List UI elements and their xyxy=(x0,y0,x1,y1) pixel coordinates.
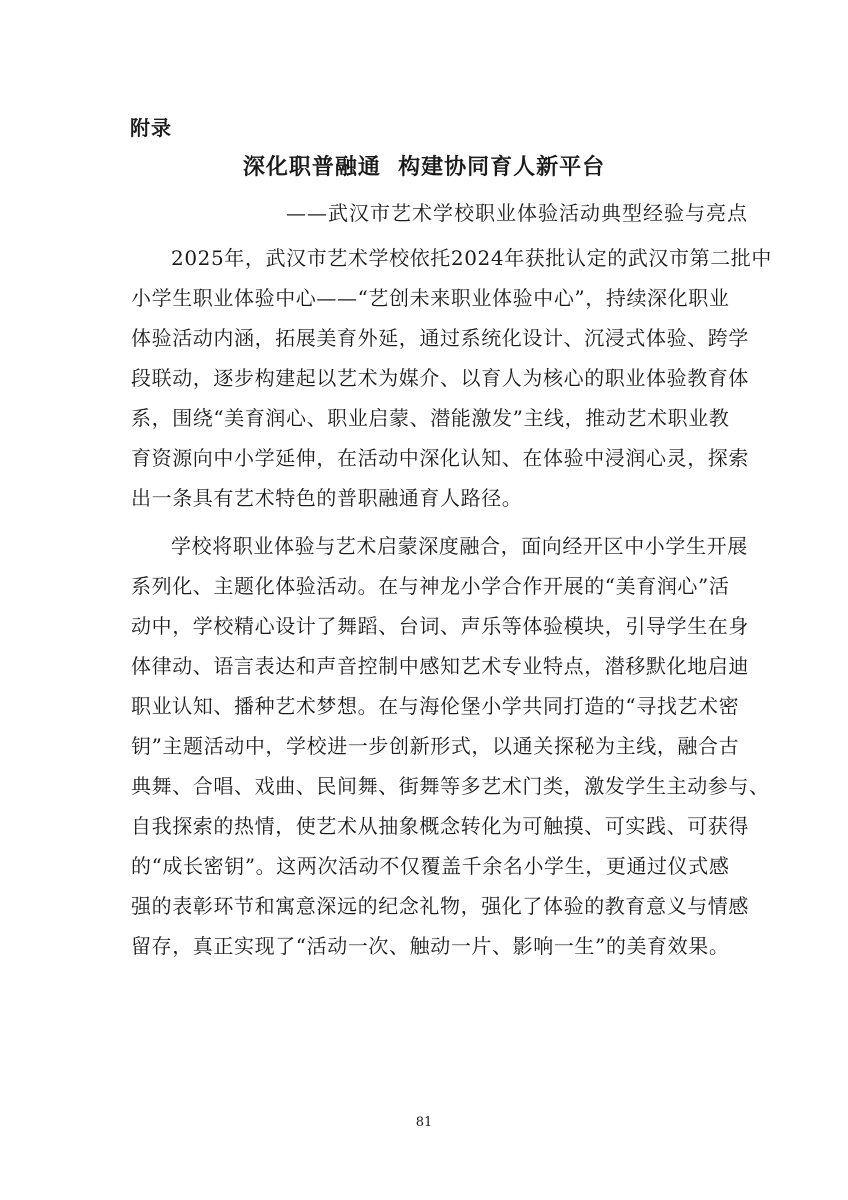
text-line: 学校将职业体验与艺术启蒙深度融合，面向经开区中小学生开展 xyxy=(171,534,748,558)
text-line: 2025年，武汉市艺术学校依托2024年获批认定的武汉市第二批中 xyxy=(171,246,772,270)
document-subtitle: ——武汉市艺术学校职业体验活动典型经验与亮点 xyxy=(286,201,748,225)
text-line: 育资源向中小学延伸，在活动中深化认知、在体验中浸润心灵，探索 xyxy=(131,446,749,470)
text-line: 职业认知、播种艺术梦想。在与海伦堡小学共同打造的“寻找艺术密 xyxy=(131,694,740,718)
text-line: 段联动，逐步构建起以艺术为媒介、以育人为核心的职业体验教育体 xyxy=(131,366,749,390)
text-line: 留存，真正实现了“活动一次、触动一片、影响一生”的美育效果。 xyxy=(131,934,730,958)
paragraph-spacer xyxy=(131,518,721,526)
page-number: 81 xyxy=(415,1115,433,1130)
text-line: 钥”主题活动中，学校进一步创新形式，以通关探秘为主线，融合古 xyxy=(131,734,740,758)
text-line: 出一条具有艺术特色的普职融通育人路径。 xyxy=(131,486,523,510)
text-line: 强的表彰环节和寓意深远的纪念礼物，强化了体验的教育意义与情感 xyxy=(131,894,749,918)
text-line: 小学生职业体验中心——“艺创未来职业体验中心”，持续深化职业 xyxy=(131,286,730,310)
paragraph-1 xyxy=(131,238,772,518)
text-line: 体验活动内涵，拓展美育外延，通过系统化设计、沉浸式体验、跨学 xyxy=(131,326,749,350)
text-line: 体律动、语言表达和声音控制中感知艺术专业特点，潜移默化地启迪 xyxy=(131,654,749,678)
document-title: 深化职普融通 构建协同育人新平台 xyxy=(242,155,606,180)
paragraph-2 xyxy=(131,526,770,966)
text-line: 的“成长密钥”。这两次活动不仅覆盖千余名小学生，更通过仪式感 xyxy=(131,854,730,878)
text-line: 典舞、合唱、戏曲、民间舞、街舞等多艺术门类，激发学生主动参与、 xyxy=(131,774,770,798)
text-line: 系列化、主题化体验活动。在与神龙小学合作开展的“美育润心”活 xyxy=(131,574,730,598)
appendix-label: 附录 xyxy=(130,116,172,140)
text-line: 系，围绕“美育润心、职业启蒙、潜能激发”主线，推动艺术职业教 xyxy=(131,406,730,430)
document-body xyxy=(131,238,772,966)
text-line: 自我探索的热情，使艺术从抽象概念转化为可触摸、可实践、可获得 xyxy=(131,814,749,838)
text-line: 动中，学校精心设计了舞蹈、台词、声乐等体验模块，引导学生在身 xyxy=(131,614,749,638)
